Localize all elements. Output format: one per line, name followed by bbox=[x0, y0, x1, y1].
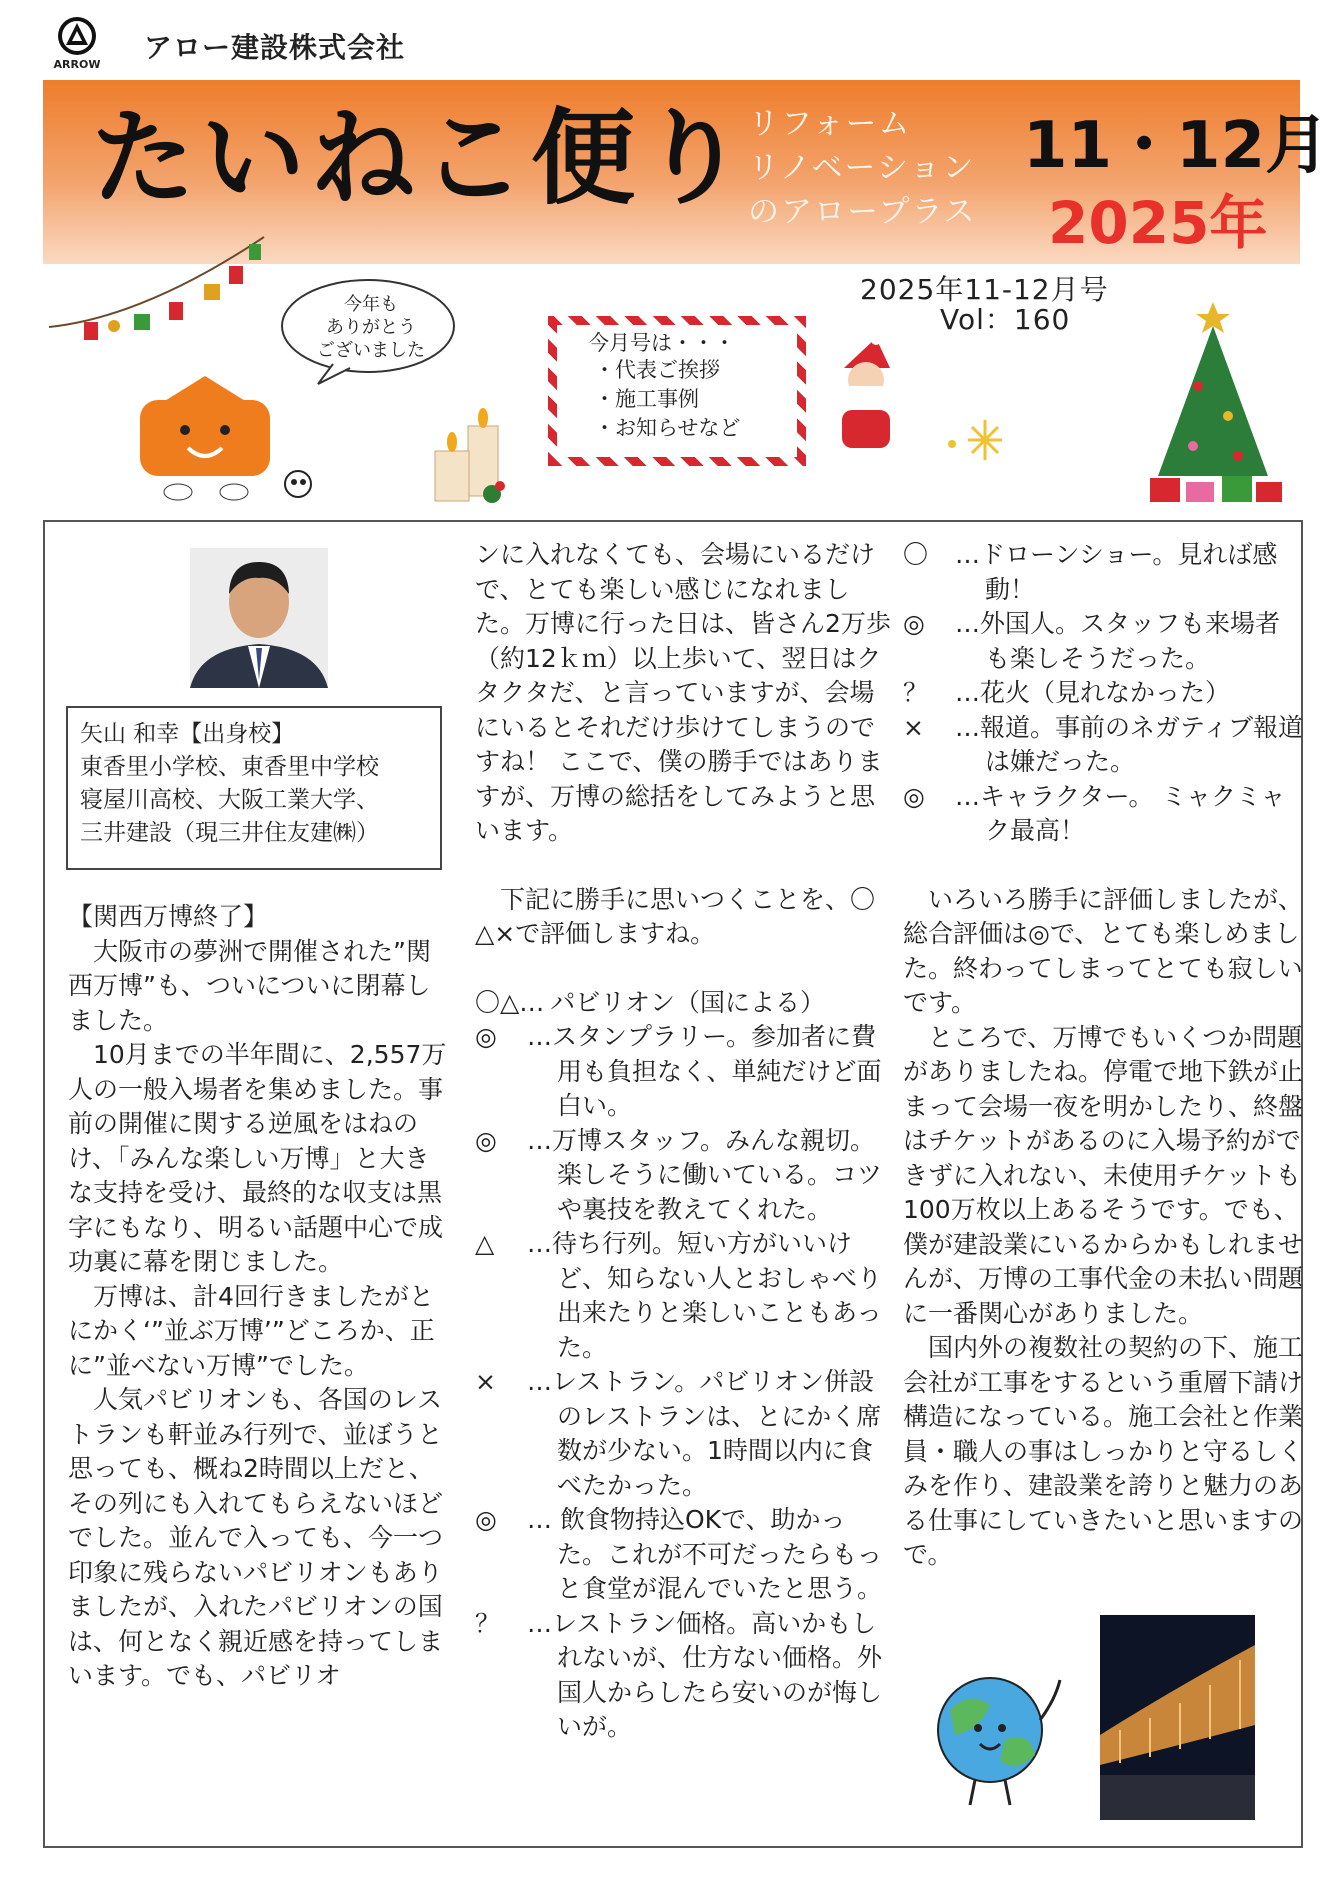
paragraph: ンに入れなくても、会場にいるだけで、とても楽しい感じになれました。万博に行った日は、皆さん2万歩（約12ｋｍ）以上歩いて、翌日はクタクタだ、と言っていますが、会場にいるとそれだけ歩けてしまうのですね！ ここで、僕の勝手ではありますが、万博の総括をしてみようと思います。 bbox=[475, 540, 891, 845]
arrow-logo bbox=[48, 14, 106, 70]
rating-text: …待ち行列。短い方がいいけど、知らない人とおしゃべり出来たりと楽しいこともあった。 bbox=[527, 1229, 883, 1362]
company-name: アロー建設株式会社 bbox=[144, 31, 406, 64]
article-column-3 bbox=[903, 538, 1303, 1573]
santa-icon bbox=[830, 334, 902, 452]
rating-row bbox=[903, 607, 1303, 676]
spacer bbox=[475, 849, 895, 883]
rating-row bbox=[475, 1227, 895, 1365]
rating-mark: △ bbox=[475, 1229, 495, 1258]
rating-row bbox=[475, 1607, 895, 1745]
rating-text: …外国人。スタッフも来場者も楽しそうだった。 bbox=[955, 609, 1281, 673]
spacer bbox=[903, 849, 1303, 883]
rating-mark: ◎ bbox=[903, 781, 925, 811]
profile-line: 矢山 和幸【出身校】 bbox=[80, 721, 295, 747]
paragraph: いろいろ勝手に評価しましたが、総合評価は◎で、とても楽しめました。終わってしまってとても寂しいです。 bbox=[903, 884, 1304, 1017]
rating-row bbox=[475, 1124, 895, 1228]
rating-row bbox=[475, 1365, 895, 1503]
rating-row bbox=[903, 780, 1303, 849]
rating-text: パビリオン（国による） bbox=[550, 987, 825, 1017]
volume-number: Vol：160 bbox=[940, 303, 1071, 336]
rating-text: …キャラクター。 ミャクミャク最高！ bbox=[955, 781, 1286, 845]
paragraph: 万博は、計4回行きましたがとにかく‘”並ぶ万博’”どころか、正に”並べない万博”でした。 bbox=[68, 1281, 435, 1380]
article-column-2 bbox=[475, 538, 895, 1745]
rating-mark: 〇△… bbox=[475, 987, 545, 1017]
rating-mark: ？ bbox=[475, 1608, 501, 1638]
rating-mark: ◎ bbox=[475, 1505, 497, 1534]
rating-row bbox=[475, 986, 895, 1021]
person-portrait-icon bbox=[190, 548, 328, 688]
logo-text: ARROW bbox=[53, 58, 101, 71]
expo-night-icon bbox=[1100, 1615, 1255, 1820]
president-photo bbox=[190, 548, 328, 688]
rating-mark: ◎ bbox=[475, 1125, 497, 1155]
contents-item: ・施工事例 bbox=[594, 387, 699, 411]
expo-ring-photo bbox=[1100, 1615, 1255, 1820]
issue-month: 11・12月 bbox=[1023, 109, 1330, 183]
paragraph: 10月までの半年間に、2,557万人の一般入場者を集めました。事前の開催に関する逆風をはねのけ、「みんな楽しい万博」と大きな支持を受け、最終的な収支は黒字にもなり、明るい話題中心で成功裏に幕を閉じました。 bbox=[68, 1040, 447, 1276]
article-heading: 【関西万博終了】 bbox=[68, 902, 269, 931]
rating-text: …レストラン価格。高いかもしれないが、仕方ない価格。外国人からしたら安いのが悔しいが。 bbox=[527, 1608, 883, 1741]
bubble-text bbox=[296, 293, 446, 362]
paragraph: 人気パビリオンも、各国のレストランも軒並み行列で、並ぼうと思っても、概ね2時間以上だと、その列にも入れてもらえないほどでした。並んで入っても、今一つ印象に残らないパビリオンもありましたが、入れたパビリオンの国は、何となく親近感を持ってしまいます。でも、パビリオ bbox=[68, 1385, 444, 1690]
ratings-lead: 下記に勝手に思いつくことを、〇△×で評価しますね。 bbox=[475, 884, 876, 948]
paragraph: 国内外の複数社の契約の下、施工会社が工事をするという重層下請け構造になっている。施工会社と作業員・職人の事はしっかりと守るしくみを作り、建設業を誇りと魅力のある仕事にしていきたいと思いますので。 bbox=[903, 1333, 1304, 1569]
mascot-icon bbox=[130, 372, 330, 507]
profile-text bbox=[80, 718, 440, 850]
rating-text: …万博スタッフ。みんな親切。楽しそうに働いている。コツや裏技を教えてくれた。 bbox=[527, 1125, 883, 1224]
profile-line: 三井建設（現三井住友建㈱） bbox=[80, 820, 379, 846]
article-column-1 bbox=[68, 900, 448, 1694]
rating-row bbox=[903, 538, 1303, 607]
candles-icon bbox=[430, 406, 520, 506]
bubble-line: 今年も bbox=[344, 294, 398, 315]
contents-title: 今月号は・・・ bbox=[588, 331, 735, 355]
rating-text: …報道。事前のネガティブ報道は嫌だった。 bbox=[955, 712, 1304, 776]
rating-text: …花火（見れなかった） bbox=[955, 678, 1231, 707]
rating-row bbox=[475, 1503, 895, 1607]
issue-label: 2025年11-12月号 bbox=[860, 273, 1109, 306]
rating-mark: ◎ bbox=[475, 1022, 497, 1051]
paragraph: 大阪市の夢洲で開催された”関西万博”も、ついについに閉幕しました。 bbox=[68, 936, 431, 1035]
rating-text: …ドローンショー。見れば感動！ bbox=[955, 540, 1278, 604]
rating-text: …スタンプラリー。参加者に費用も負担なく、単純だけど面白い。 bbox=[527, 1022, 882, 1120]
rating-mark: ◎ bbox=[903, 609, 925, 638]
profile-line: 寝屋川高校、大阪工業大学、 bbox=[80, 787, 379, 813]
tagline-line: リフォーム bbox=[748, 106, 912, 142]
rating-text: …レストラン。パビリオン併設のレストランは、とにかく席数が少ない。1時間以内に食べたかった。 bbox=[527, 1367, 882, 1500]
earth-character-icon bbox=[920, 1660, 1070, 1810]
profile-line: 東香里小学校、東香里中学校 bbox=[80, 754, 379, 780]
contents-item: ・お知らせなど bbox=[594, 416, 741, 440]
tagline-line: のアロープラス bbox=[748, 194, 977, 230]
rating-row bbox=[903, 676, 1303, 711]
rating-mark: × bbox=[475, 1367, 496, 1396]
tagline-line: リノベーション bbox=[748, 150, 976, 186]
rating-mark: × bbox=[903, 712, 924, 742]
rating-row bbox=[475, 1020, 895, 1124]
bubble-line: ございました bbox=[317, 340, 425, 361]
rating-text: … 飲食物持込OKで、助かった。これが不可だったらもっと食堂が混んでいたと思う。 bbox=[527, 1505, 883, 1603]
rating-row bbox=[903, 711, 1303, 780]
issue-year: 2025年 bbox=[1048, 189, 1268, 257]
arrow-logo-icon bbox=[48, 14, 106, 58]
bubble-line: ありがとう bbox=[326, 317, 416, 338]
garland-icon bbox=[44, 222, 284, 362]
newsletter-title: たいねこ便り bbox=[91, 96, 752, 219]
rating-mark: ？ bbox=[903, 678, 929, 707]
rating-mark: 〇 bbox=[903, 540, 929, 569]
tagline bbox=[748, 102, 1048, 234]
contents-item: ・代表ご挨拶 bbox=[594, 358, 720, 382]
snowflake-icon bbox=[940, 410, 1010, 470]
contents-list bbox=[594, 356, 740, 443]
christmas-tree-icon bbox=[1138, 296, 1288, 506]
paragraph: ところで、万博でもいくつか問題がありましたね。停電で地下鉄が止まって会場一夜を明かしたり、終盤はチケットがあるのに入場予約ができずに入れない、未使用チケットも100万枚以上あるそうです。でも、僕が建設業にいるからかもしれませんが、万博の工事代金の未払い問題に一番関心がありました。 bbox=[903, 1022, 1304, 1328]
spacer bbox=[475, 952, 895, 986]
